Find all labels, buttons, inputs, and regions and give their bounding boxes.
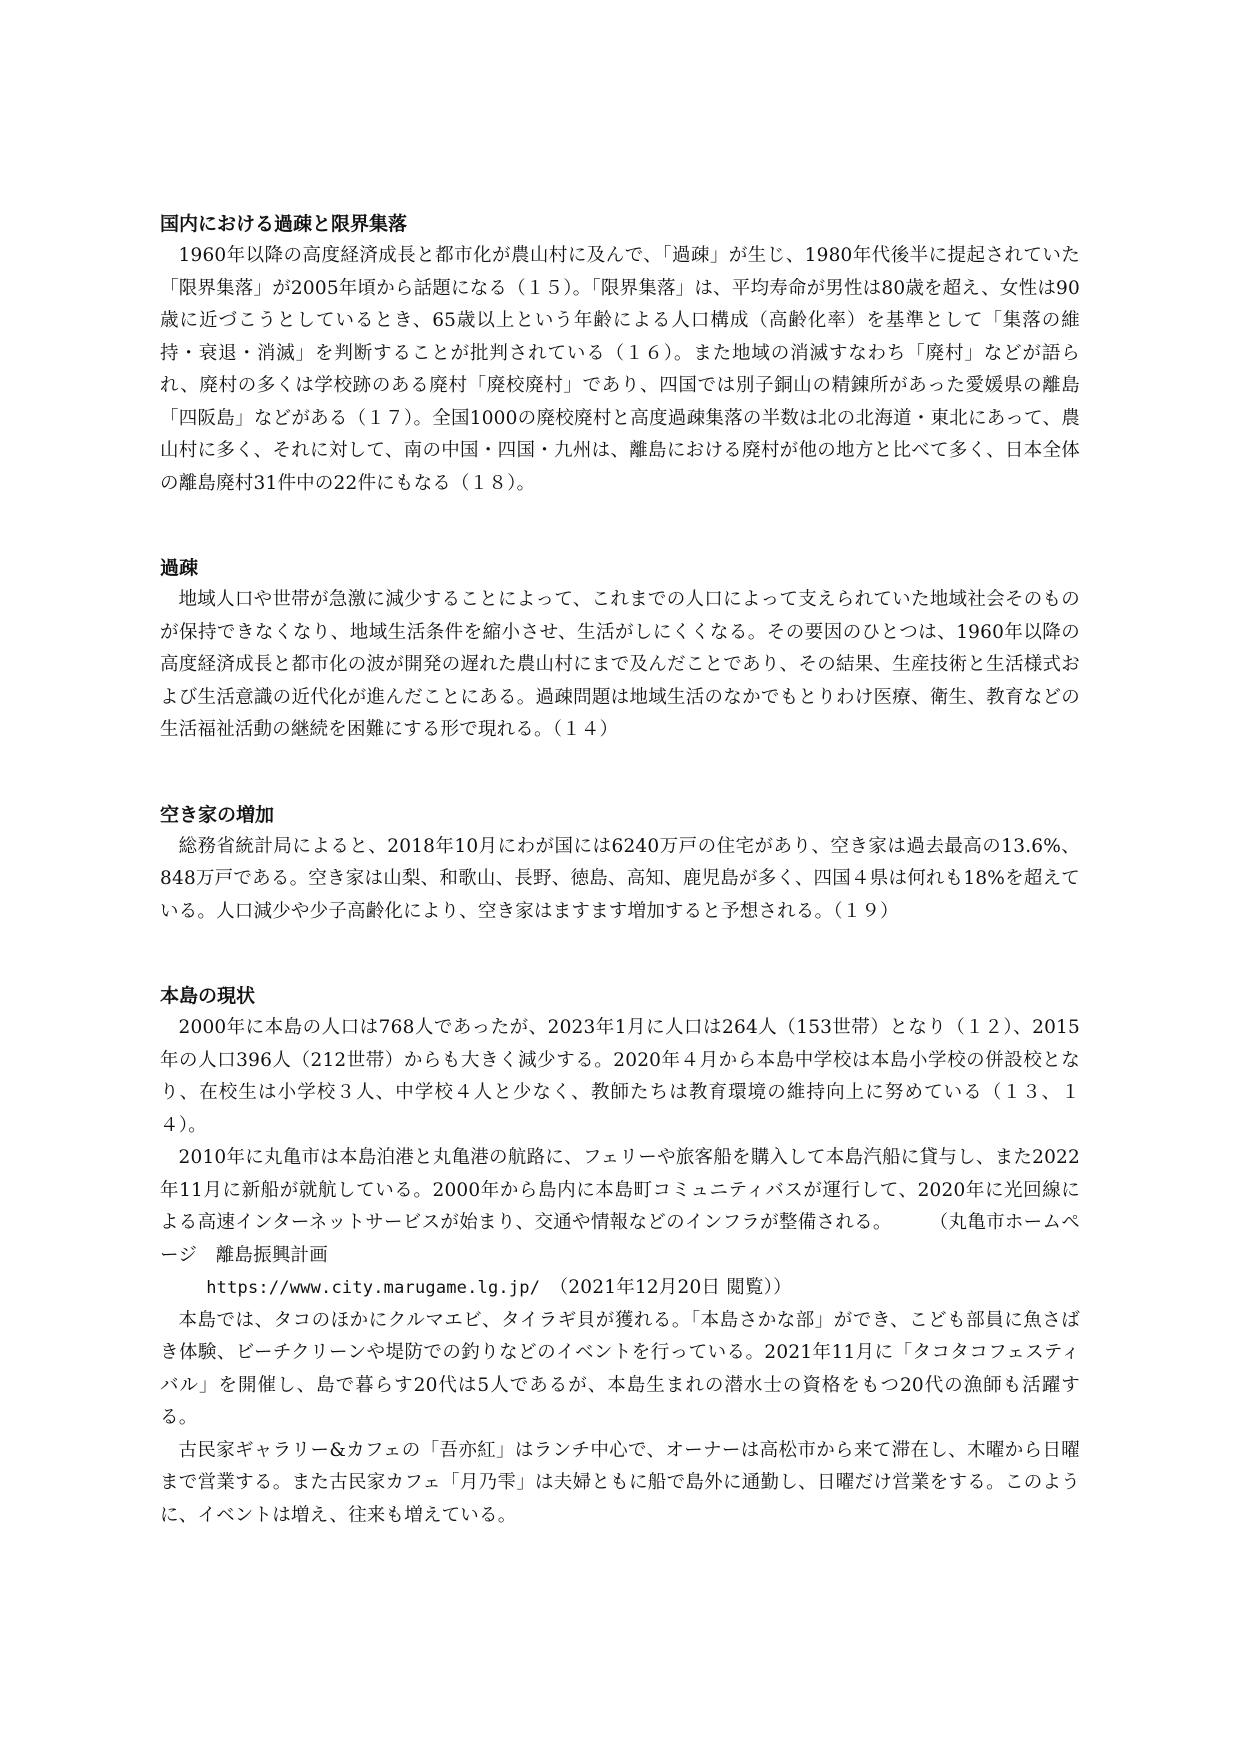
section-honjima-current-status: [160, 980, 1080, 1532]
section-vacant-houses: [160, 799, 1080, 929]
section-depopulation-and-marginal-villages: [160, 208, 1080, 500]
paragraph: 2000年に本島の人口は768人であったが、2023年1月に人口は264人（153世帯）となり（１２）、2015年の人口396人（212世帯）からも大きく減少する。2020年４月から本島中学校は本島小学校の併設校となり、在校生は小学校３人、中学校４人と少なく、教師たちは教育環境の維持向上に努めている（１３、１４）。: [160, 1017, 1080, 1136]
document-page: [160, 208, 1080, 1584]
paragraph: 総務省統計局によると、2018年10月にわが国には6240万戸の住宅があり、空き家は過去最高の13.6%、848万戸である。空き家は山梨、和歌山、長野、徳島、高知、鹿児島が多く、四国４県は何れも18%を超えている。人口減少や少子高齢化により、空き家はますます増加すると予想される。（１９）: [160, 835, 1080, 922]
section-heading: 国内における過疎と限界集落: [160, 213, 408, 235]
section-heading: 空き家の増加: [160, 803, 275, 826]
section-heading: 過疎: [160, 557, 199, 579]
paragraph: 地域人口や世帯が急激に減少することによって、これまでの人口によって支えられていた地域社会そのものが保持できなくなり、地域生活条件を縮小させ、生活がしにくくなる。その要因のひとつは、1960年以降の高度経済成長と都市化の波が開発の遅れた農山村にまで及んだことであり、その結果、生産技術と生活様式および生活意識の近代化が進んだことにある。過疎問題は地域生活のなかでもとりわけ医療、衛生、教育などの生活福祉活動の継続を困難にする形で現れる。（１４）: [160, 589, 1080, 740]
section-depopulation: [160, 552, 1080, 747]
paragraph: 古民家ギャラリー&カフェの「吾亦紅」はランチ中心で、オーナーは高松市から来て滞在し、木曜から日曜まで営業する。また古民家カフェ「月乃雫」は夫婦ともに船で島外に通勤し、日曜だけ営業をする。このように、イベントは増え、往来も増えている。: [160, 1439, 1080, 1526]
paragraph: 本島では、タコのほかにクルマエビ、タイラギ貝が獲れる。「本島さかな部」ができ、こども部員に魚さばき体験、ビーチクリーンや堤防での釣りなどのイベントを行っている。2021年11月に「タコタコフェスティバル」を開催し、島で暮らす20代は5人であるが、本島生まれの潜水士の資格をもつ20代の漁師も活躍する。: [160, 1309, 1080, 1428]
section-heading: 本島の現状: [160, 985, 256, 1007]
paragraph: 2010年に丸亀市は本島泊港と丸亀港の航路に、フェリーや旅客船を購入して本島汽船に貸与し、また2022年11月に新船が就航している。2000年から島内に本島町コミュニティバスが運行して、2020年に光回線による高速インターネットサービスが始まり、交通や情報などのインフラが整備される。 （丸亀市ホームページ 離島振興計画: [160, 1147, 1080, 1266]
reference-url[interactable]: https://www.city.marugame.lg.jp/: [206, 1278, 541, 1298]
reference-line: [160, 1272, 1080, 1305]
reference-note: （2021年12月20日 閲覧））: [558, 1277, 792, 1298]
paragraph: 1960年以降の高度経済成長と都市化が農山村に及んで、「過疎」が生じ、1980年代後半に提起されていた「限界集落」が2005年頃から話題になる（１５）。「限界集落」は、平均寿命が男性は80歳を超え、女性は90歳に近づこうとしているとき、65歳以上という年齢による人口構成（高齢化率）を基準として「集落の維持・衰退・消滅」を判断することが批判されている（１６）。また地域の消滅すなわち「廃村」などが語られ、廃村の多くは学校跡のある廃村「廃校廃村」であり、四国では別子銅山の精錬所があった愛媛県の離島「四阪島」などがある（１７）。全国1000の廃校廃村と高度過疎集落の半数は北の北海道・東北にあって、農山村に多く、それに対して、南の中国・四国・九州は、離島における廃村が他の地方と比べて多く、日本全体の離島廃村31件中の22件にもなる（１８）。: [160, 245, 1080, 494]
